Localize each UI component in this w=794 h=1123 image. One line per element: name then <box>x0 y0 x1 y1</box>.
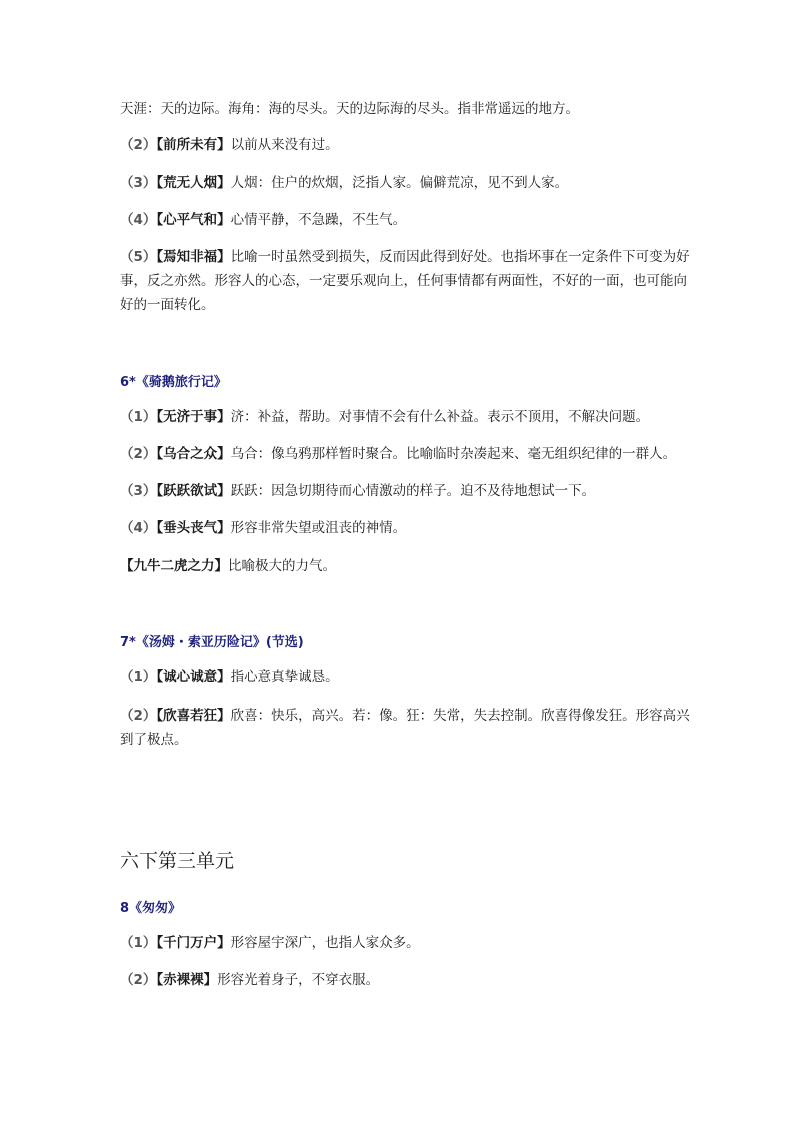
entry-number: （4） <box>120 520 157 536</box>
definition: 济：补益，帮助。对事情不会有什么补益。表示不顶用，不解决问题。 <box>230 409 650 425</box>
entry-qianmenwanhu <box>120 931 692 955</box>
definition: 跃跃：因急切期待而心情激动的样子。迫不及待地想试一下。 <box>230 483 596 499</box>
idiom-term: 【赤裸裸】 <box>156 972 218 988</box>
section-title-6: 6*《骑鹅旅行记》 <box>120 375 227 390</box>
idiom-term: 【焉知非福】 <box>156 249 231 265</box>
idiom-term: 【千门万户】 <box>156 935 231 951</box>
unit-heading: 六下第三单元 <box>120 850 235 872</box>
entry-number: （5） <box>120 249 157 265</box>
idiom-term: 【欣喜若狂】 <box>156 708 231 724</box>
entry-xinxiruokuang <box>120 704 692 752</box>
entry-chengxinchengyi <box>120 665 692 689</box>
entry-number: （3） <box>120 175 157 191</box>
entry-jiunierhuzhili <box>120 554 692 578</box>
definition: 形容非常失望或沮丧的神情。 <box>230 520 407 536</box>
idiom-term: 【乌合之众】 <box>156 446 231 462</box>
definition: 形容屋宇深广，也指人家众多。 <box>230 935 420 951</box>
entry-number: （1） <box>120 669 157 685</box>
entry-number: （2） <box>120 137 157 153</box>
definition: 天涯：天的边际。海角：海的尽头。天的边际海的尽头。指非常遥远的地方。 <box>120 101 579 117</box>
entry-chiluoluo <box>120 968 692 992</box>
idiom-term: 【心平气和】 <box>156 212 231 228</box>
entry-number: （2） <box>120 708 157 724</box>
entry-qiansuoweiyou <box>120 133 692 157</box>
entry-yueyueyushi <box>120 479 692 503</box>
definition: 指心意真挚诚恳。 <box>230 669 339 685</box>
entry-number: （1） <box>120 409 157 425</box>
idiom-term: 【诚心诚意】 <box>156 669 231 685</box>
entry-yanzhifeifu <box>120 245 692 317</box>
entry-number: （4） <box>120 212 157 228</box>
definition: 比喻极大的力气。 <box>228 558 336 574</box>
idiom-term: 【垂头丧气】 <box>156 520 231 536</box>
definition: 乌合：像乌鸦那样暂时聚合。比喻临时杂凑起来、毫无组织纪律的一群人。 <box>230 446 677 462</box>
entry-wuhezhizhong <box>120 442 692 466</box>
idiom-term: 【九牛二虎之力】 <box>120 558 228 574</box>
entry-tianya <box>120 97 692 121</box>
definition: 以前从来没有过。 <box>230 137 339 153</box>
entry-wujiyushi <box>120 405 692 429</box>
entry-number: （2） <box>120 972 157 988</box>
definition: 欣喜：快乐，高兴。若：像。狂：失常，失去控制。欣喜得像发狂。形容高兴到了极点。 <box>120 708 690 748</box>
entry-huangwurenyan <box>120 171 692 195</box>
section-title-8: 8《匆匆》 <box>120 901 182 916</box>
definition: 形容光着身子，不穿衣服。 <box>217 972 380 988</box>
definition: 人烟：住户的炊烟，泛指人家。偏僻荒凉，见不到人家。 <box>230 175 569 191</box>
idiom-term: 【无济于事】 <box>156 409 231 425</box>
definition: 比喻一时虽然受到损失，反而因此得到好处。也指坏事在一定条件下可变为好事，反之亦然。形容人的心态，一定要乐观向上，任何事情都有两面性，不好的一面，也可能向好的一面转化。 <box>120 249 690 313</box>
entry-number: （1） <box>120 935 157 951</box>
idiom-term: 【荒无人烟】 <box>156 175 231 191</box>
section-title-7: 7*《汤姆・索亚历险记》(节选) <box>120 635 304 650</box>
idiom-term: 【前所未有】 <box>156 137 231 153</box>
entry-number: （2） <box>120 446 157 462</box>
entry-number: （3） <box>120 483 157 499</box>
entry-xinpingqihe <box>120 208 692 232</box>
definition: 心情平静，不急躁，不生气。 <box>230 212 407 228</box>
entry-chuitousangqi <box>120 516 692 540</box>
idiom-term: 【跃跃欲试】 <box>156 483 231 499</box>
